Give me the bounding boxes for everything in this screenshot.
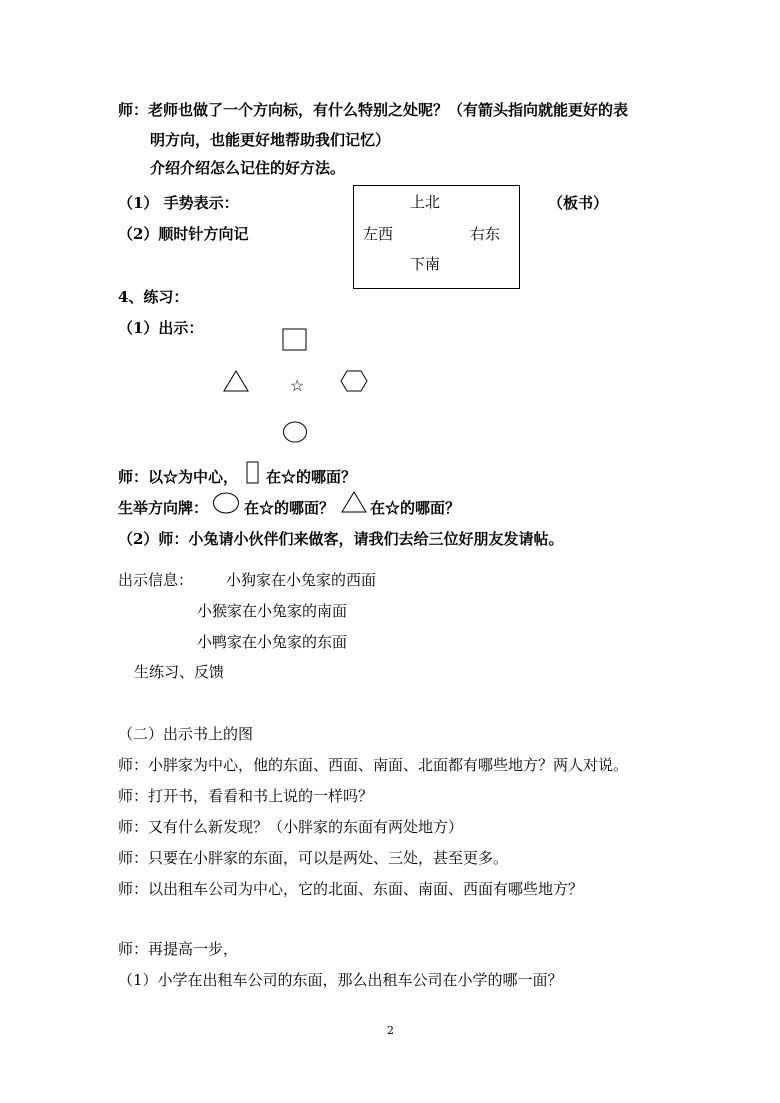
text-line: 师：打开书，看看和书上说的一样吗？ — [118, 787, 374, 805]
text-line: 介绍介绍怎么记住的好方法。 — [150, 159, 346, 177]
direction-north: 上北 — [410, 193, 441, 211]
section-heading: 4、练习： — [118, 288, 189, 306]
text-line: 小猴家在小兔家的南面 — [197, 602, 348, 620]
text-line: 小鸭家在小兔家的东面 — [197, 633, 348, 651]
text-line: 师：又有什么新发现？（小胖家的东面有两处地方） — [118, 818, 464, 836]
text-line: （1） 手势表示： — [118, 194, 239, 212]
text-line: 明方向，也能更好地帮助我们记忆） — [150, 131, 391, 149]
direction-west: 左西 — [363, 225, 394, 243]
circle-icon — [212, 491, 240, 515]
text-line: （2）顺时针方向记 — [118, 225, 249, 243]
text-line: 师：老师也做了一个方向标，有什么特别之处呢？（有箭头指向就能更好的表 — [118, 101, 629, 119]
text-line: 师：再提高一步， — [118, 940, 239, 958]
text-line: 师：以☆为中心， — [118, 468, 239, 486]
text-line: （2）师：小兔请小伙伴们来做客，请我们去给三位好朋友发请帖。 — [118, 530, 564, 548]
text-line: 在☆的哪面？ — [370, 499, 461, 517]
star-icon: ☆ — [290, 376, 305, 395]
triangle-icon — [222, 369, 250, 393]
text-line: 师：以出租车公司为中心，它的北面、东面、南面、西面有哪些地方？ — [118, 880, 584, 898]
section-heading: （二）出示书上的图 — [118, 725, 254, 743]
text-line: 生练习、反馈 — [134, 663, 225, 681]
text-line: 生举方向牌： — [118, 499, 209, 517]
direction-diagram-box — [353, 185, 520, 289]
triangle-icon — [340, 490, 368, 514]
text-line: 在☆的哪面？ — [244, 499, 335, 517]
direction-south: 下南 — [410, 255, 441, 273]
circle-icon — [282, 420, 308, 444]
hexagon-icon — [340, 369, 368, 393]
square-icon — [282, 328, 308, 352]
text-line: 师：只要在小胖家的东面，可以是两处、三处，甚至更多。 — [118, 849, 509, 867]
text-line: （1）小学在出租车公司的东面，那么出租车公司在小学的哪一面？ — [118, 971, 563, 989]
direction-east: 右东 — [470, 225, 501, 243]
text-line: 小狗家在小兔家的西面 — [226, 571, 377, 589]
text-line: 师：小胖家为中心，他的东面、西面、南面、北面都有哪些地方？两人对说。 — [118, 756, 629, 774]
text-line: 在☆的哪面？ — [266, 468, 357, 486]
rectangle-icon — [246, 461, 260, 485]
text-line: 出示信息： — [118, 571, 194, 589]
text-line: （1）出示： — [118, 319, 204, 337]
page-number: 2 — [387, 1024, 394, 1037]
board-note: （板书） — [548, 194, 609, 212]
